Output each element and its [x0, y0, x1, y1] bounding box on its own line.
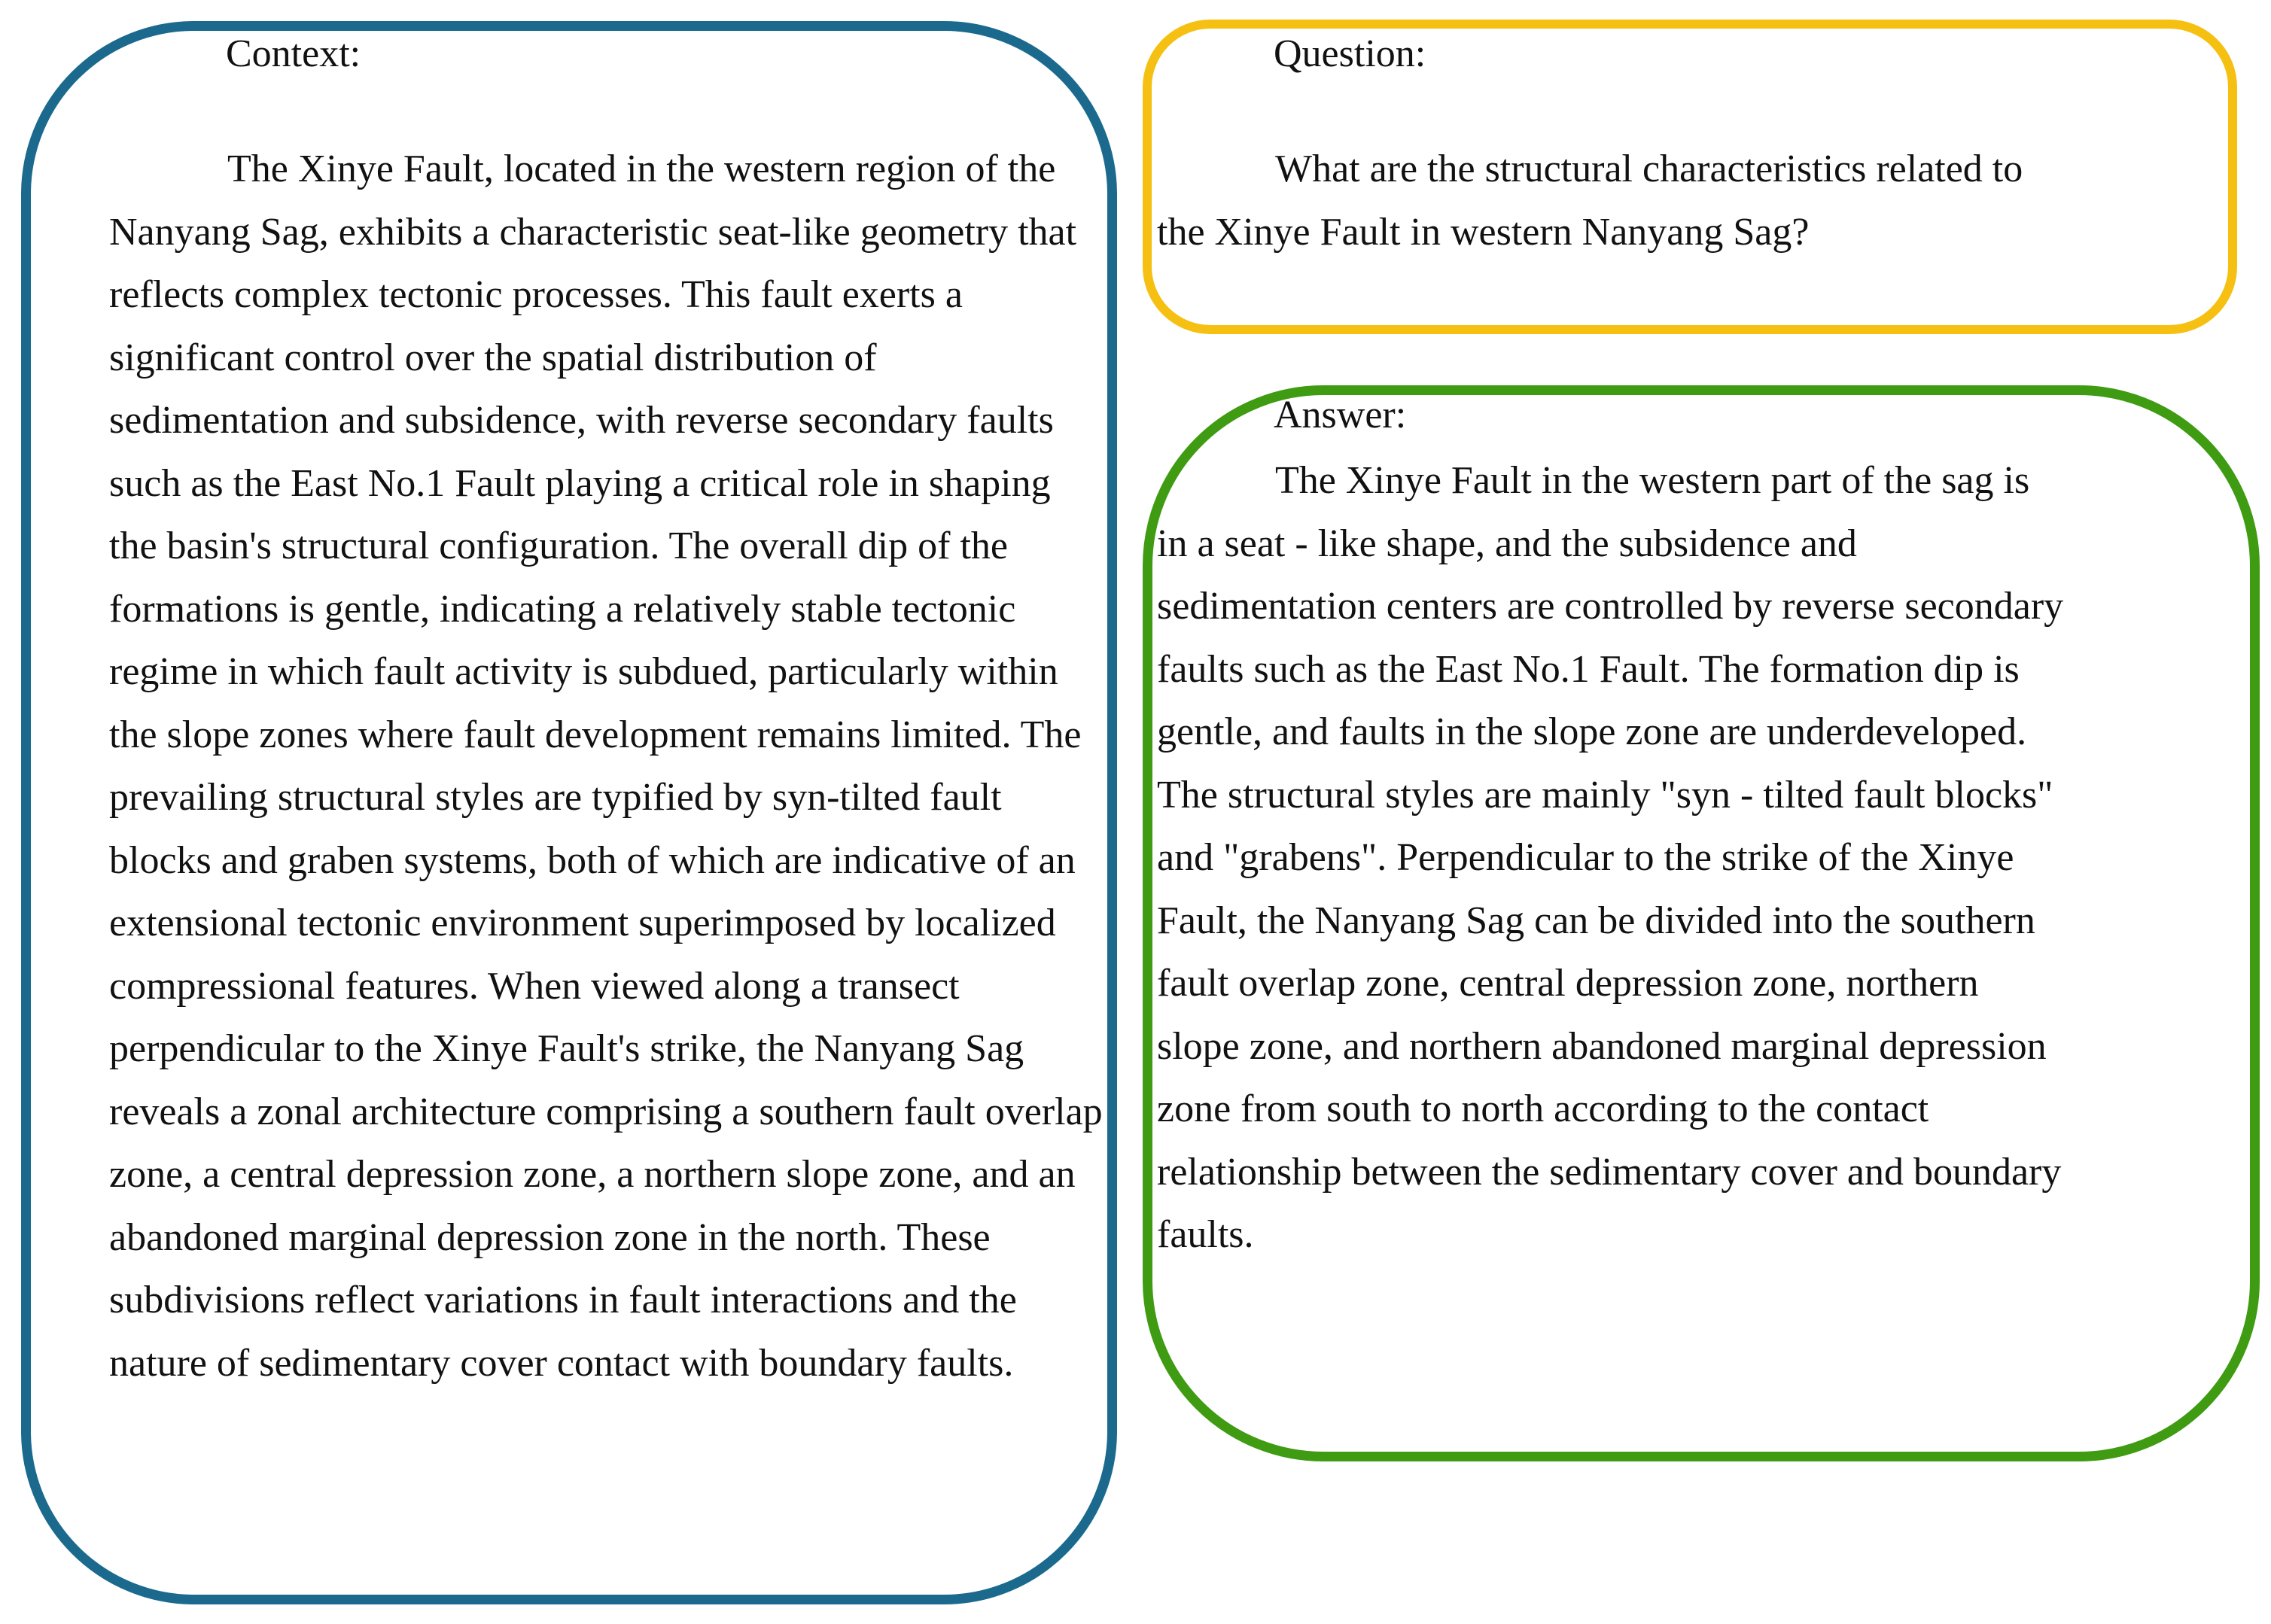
context-heading: Context: [226, 32, 361, 75]
answer-paragraph: The Xinye Fault in the western part of the sag is in a seat - like shape, and the subsidence and sedimentation centers are controlled by reverse secondary faults such as the East No.1 Fault. The formation dip is gentle, and faults in the slope zone are underdeveloped. The structural styles are mainly "syn - tilted fault blocks" and "grabens". Perpendicular to the strike of the Xinye Fault, the Nanyang Sag can be divided into the southern fault overlap zone, central depression zone, northern slope zone, and northern abandoned marginal depression zone from south to north according to the contact relationship between the sedimentary cover and boundary faults. [1157, 459, 2064, 1256]
question-paragraph: What are the structural characteristics related to the Xinye Fault in western Nanyang Sag? [1157, 147, 2023, 254]
context-paragraph: The Xinye Fault, located in the western region of the Nanyang Sag, exhibits a characteristic seat-like geometry that reflects complex tectonic processes. This fault exerts a significant control over the spatial distribution of sedimentation and subsidence, with reverse secondary faults such as the East No.1 Fault playing a critical role in shaping the basin's structural configuration. The overall dip of the formations is gentle, indicating a relatively stable tectonic regime in which fault activity is subdued, particularly within the slope zones where fault development remains limited. The prevailing structural styles are typified by syn-tilted fault blocks and graben systems, both of which are indicative of an extensional tectonic environment superimposed by localized compressional features. When viewed along a transect perpendicular to the Xinye Fault's strike, the Nanyang Sag reveals a zonal architecture comprising a southern fault overlap zone, a central depression zone, a northern slope zone, and an abandoned marginal depression zone in the north. These subdivisions reflect variations in fault interactions and the nature of sedimentary cover contact with boundary faults. [109, 147, 1103, 1385]
question-heading: Question: [1274, 32, 1426, 75]
answer-heading: Answer: [1274, 394, 1407, 436]
